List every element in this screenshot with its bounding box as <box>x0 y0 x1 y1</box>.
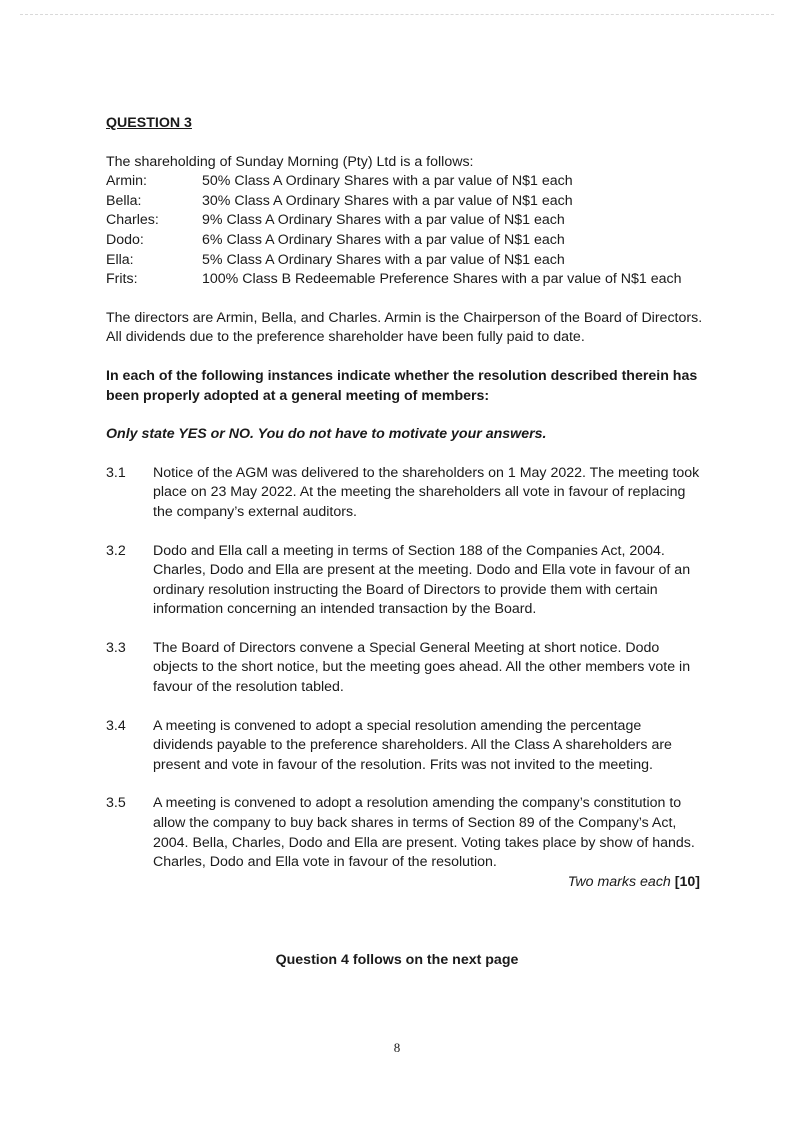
marks-text: Two marks each <box>567 873 671 890</box>
sub-question-number: 3.2 <box>106 542 126 559</box>
shareholder-row <box>106 211 706 231</box>
sub-question-number: 3.3 <box>106 639 126 656</box>
shareholder-row <box>106 231 706 251</box>
shareholding-intro: The shareholding of Sunday Morning (Pty) Ltd is a follows: <box>106 153 474 170</box>
shareholder-holding: 100% Class B Redeemable Preference Shares with a par value of N$1 each <box>202 271 682 288</box>
sub-question <box>106 639 706 698</box>
shareholder-holding: 30% Class A Ordinary Shares with a par value of N$1 each <box>202 192 573 209</box>
marks-allocation <box>106 873 706 893</box>
sub-question-number: 3.5 <box>106 795 126 812</box>
shareholder-name: Armin: <box>106 173 147 190</box>
sub-question <box>106 794 706 872</box>
shareholder-row <box>106 270 706 290</box>
question-section <box>106 114 706 892</box>
next-page-notice: Question 4 follows on the next page <box>275 952 519 968</box>
page-number: 8 <box>393 1040 401 1055</box>
shareholder-list <box>106 172 706 290</box>
answer-note: Only state YES or NO. You do not have to motivate your answers. <box>106 426 547 443</box>
marks-total: [10] <box>674 873 700 890</box>
shareholder-name: Charles: <box>106 212 159 229</box>
directors-paragraph: The directors are Armin, Bella, and Charles. Armin is the Chairperson of the Board of Directors. All dividends due to the preference shareholder have been fully paid to date. <box>106 309 703 346</box>
shareholder-holding: 50% Class A Ordinary Shares with a par value of N$1 each <box>202 173 573 190</box>
shareholder-name: Ella: <box>106 251 134 268</box>
shareholder-holding: 6% Class A Ordinary Shares with a par value of N$1 each <box>202 231 565 248</box>
shareholder-holding: 5% Class A Ordinary Shares with a par value of N$1 each <box>202 251 565 268</box>
sub-question-text: The Board of Directors convene a Special General Meeting at short notice. Dodo objects to the short notice, but the meeting goes ahead. All the other members vote in favour of the resolution tabled. <box>153 639 691 696</box>
sub-question <box>106 464 706 523</box>
sub-question-number: 3.1 <box>106 464 126 481</box>
sub-question-text: Dodo and Ella call a meeting in terms of Section 188 of the Companies Act, 2004. Charles, Dodo and Ella are present at the meeting. Dodo and Ella vote in favour of an ordinary resolution instructing the Board of Directors to provide them with certain information concerning an intended transaction by the Board. <box>153 542 691 618</box>
shareholder-row <box>106 172 706 192</box>
shareholder-name: Bella: <box>106 192 142 209</box>
sub-question-text: A meeting is convened to adopt a resolution amending the company’s constitution to allow the company to buy back shares in terms of Section 89 of the Company’s Act, 2004. Bella, Charles, Dodo and Ella are present. Voting takes place by show of hands. Charles, Dodo and Ella vote in favour of the resolution. <box>153 795 695 871</box>
shareholder-row <box>106 192 706 212</box>
sub-question-text: A meeting is convened to adopt a special resolution amending the percentage dividends payable to the preference shareholders. All the Class A shareholders are present and vote in favour of the resolution. Frits was not invited to the meeting. <box>153 717 672 773</box>
shareholder-name: Dodo: <box>106 231 144 248</box>
shareholder-row <box>106 251 706 271</box>
shareholder-holding: 9% Class A Ordinary Shares with a par value of N$1 each <box>202 212 565 229</box>
sub-question-text: Notice of the AGM was delivered to the shareholders on 1 May 2022. The meeting took place on 23 May 2022. At the meeting the shareholders all vote in favour of replacing the company’s external auditors. <box>153 464 700 520</box>
sub-question <box>106 717 706 776</box>
instruction-text: In each of the following instances indicate whether the resolution described therein has been properly adopted at a general meeting of members: <box>106 367 698 404</box>
shareholder-name: Frits: <box>106 271 138 288</box>
sub-question <box>106 542 706 620</box>
question-title: QUESTION 3 <box>106 115 192 131</box>
sub-question-number: 3.4 <box>106 717 126 734</box>
scan-artifact-line <box>20 14 774 15</box>
